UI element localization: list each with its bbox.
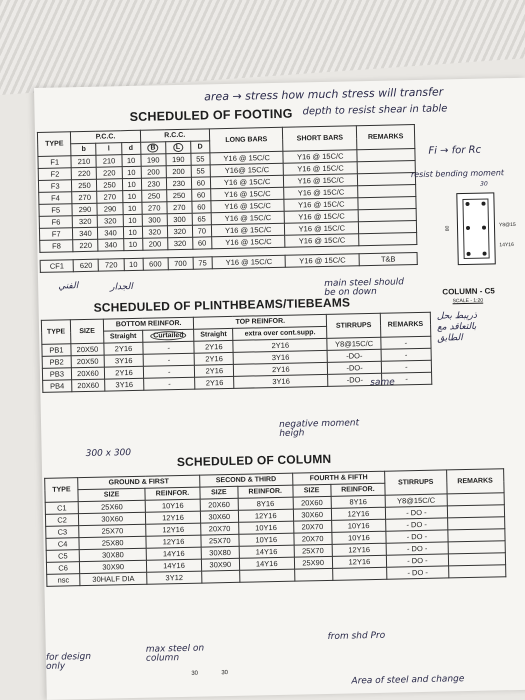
table-cell: -DO-	[328, 361, 382, 374]
table-cell: 12Y16	[332, 543, 387, 556]
table-cell: 25X60	[78, 500, 145, 513]
table-cell: C1	[45, 502, 78, 515]
table-cell: 25X70	[201, 534, 239, 547]
table-cell: - DO -	[386, 518, 447, 531]
table-cell: F2	[38, 168, 72, 181]
table-cell: 30X90	[80, 560, 147, 573]
table-cell: F7	[39, 228, 73, 241]
table-cell: 2Y16	[194, 352, 233, 365]
col-short-bars: SHORT BARS	[283, 126, 357, 152]
table-cell: Y16@ 15C/C	[210, 163, 284, 177]
table-cell: 220	[97, 167, 122, 180]
note-arabic-2: الجدار	[110, 281, 133, 293]
table-cell: Y16 @ 15C/C	[212, 235, 286, 249]
table-cell: 14Y16	[239, 557, 294, 570]
table-cell: 75	[193, 257, 212, 269]
table-cell: 14Y16	[146, 547, 201, 560]
pl-col-extra: extra over cont.supp.	[233, 326, 327, 340]
table-cell: 12Y16	[146, 535, 201, 548]
table-cell: - DO -	[387, 566, 448, 579]
table-cell: 190	[141, 154, 166, 167]
table-cell: 270	[167, 201, 192, 214]
table-cell: -	[143, 365, 195, 378]
table-cell: 60	[192, 201, 211, 213]
pl-col-stirrups: STIRRUPS	[327, 313, 381, 338]
table-cell: 10	[123, 214, 142, 226]
pl-col-bottom: BOTTOM REINFOR.	[103, 317, 194, 331]
table-cell: 60	[191, 177, 210, 189]
table-cell: 200	[142, 238, 167, 251]
table-cell: Y16 @ 15C/C	[284, 186, 358, 200]
table-cell: 12Y16	[146, 511, 201, 524]
table-cell: Y16 @ 15C/C	[283, 150, 357, 164]
pl-col-top: TOP REINFOR.	[194, 314, 327, 329]
table-cell: 3Y12	[147, 571, 202, 584]
table-cell: C6	[46, 562, 79, 575]
table-cell: Y16 @ 15C/C	[284, 198, 358, 212]
table-cell: 10	[123, 226, 142, 238]
table-cell: Y16 @ 15C/C	[210, 175, 284, 189]
footing-table	[37, 124, 418, 273]
column-c5-scale: SCALE - 1:20	[452, 297, 484, 305]
table-cell: 2Y16	[104, 342, 143, 355]
table-cell: 20X50	[71, 355, 104, 368]
col-long-bars: LONG BARS	[209, 127, 283, 153]
cl-col-remarks: REMARKS	[446, 469, 504, 494]
col-D: D	[190, 141, 209, 153]
table-cell: 25X70	[79, 524, 146, 537]
table-cell: 210	[96, 155, 121, 168]
cl-col-size-2: SIZE	[200, 486, 238, 499]
table-cell	[239, 569, 294, 582]
table-cell: Y16 @ 15C/C	[286, 254, 360, 268]
cl-col-second: SECOND & THIRD	[199, 473, 292, 487]
col-rcc: R.C.C.	[140, 129, 210, 142]
note-main-steel: main steel should be on down	[324, 277, 405, 298]
column-bar-label-2: 14Y16	[499, 241, 514, 249]
table-cell: 270	[72, 191, 97, 204]
table-cell: T&B	[359, 253, 417, 266]
col-b: b	[71, 143, 96, 156]
cl-col-reinfor-3: REINFOR.	[330, 483, 385, 496]
table-cell: F8	[40, 240, 74, 253]
pl-col-straight: Straight	[104, 330, 143, 343]
table-cell: 30X60	[79, 512, 146, 525]
note-30a: 30	[480, 180, 488, 188]
table-cell: 3Y16	[104, 354, 143, 367]
table-cell	[448, 565, 506, 578]
footing-title: SCHEDULED OF FOOTING	[129, 106, 293, 125]
table-cell: 210	[71, 155, 96, 168]
cl-col-size-3: SIZE	[293, 484, 331, 497]
table-cell: 14Y16	[147, 559, 202, 572]
table-cell: 10	[122, 178, 141, 190]
column-title: SCHEDULED OF COLUMN	[176, 451, 332, 470]
table-cell: -	[381, 372, 431, 385]
table-cell: 3Y16	[234, 374, 328, 388]
table-cell: 30X60	[293, 508, 331, 521]
table-cell: F1	[38, 156, 72, 169]
table-cell: 20X70	[200, 522, 238, 535]
table-cell: -	[381, 360, 431, 373]
table-cell: Y16 @ 15C/C	[285, 210, 359, 224]
table-cell: 320	[98, 215, 123, 228]
table-cell: C5	[46, 550, 79, 563]
table-cell: 320	[167, 225, 192, 238]
note-negative-moment: negative moment heigh	[279, 418, 360, 439]
table-cell: 10Y16	[145, 499, 200, 512]
table-cell: 10	[124, 258, 143, 270]
table-cell: 14Y16	[239, 545, 294, 558]
note-area-stress: area → stress how much stress will transfer	[204, 85, 444, 104]
table-cell: PB1	[42, 344, 71, 357]
pl-col-straight-2: Straight	[194, 328, 233, 341]
table-cell: 20X70	[294, 532, 332, 545]
table-cell	[294, 568, 332, 581]
table-cell: 2Y16	[104, 366, 143, 379]
table-cell: 300	[142, 214, 167, 227]
table-cell: 340	[73, 227, 98, 240]
cl-col-ground: GROUND & FIRST	[78, 475, 200, 490]
table-cell: 320	[167, 237, 192, 250]
table-cell: 230	[141, 178, 166, 191]
table-cell: 720	[99, 259, 124, 272]
pl-col-type: TYPE	[41, 320, 70, 345]
table-cell: - DO -	[387, 554, 448, 567]
table-cell: 250	[166, 189, 191, 202]
table-cell: 12Y16	[146, 523, 201, 536]
table-cell: 55	[191, 153, 210, 165]
table-cell: 25X80	[79, 536, 146, 549]
table-cell: 20X60	[200, 498, 238, 511]
table-cell: 20X50	[71, 343, 104, 356]
table-cell: 10	[123, 238, 142, 250]
column-bar-label: Y8@15	[498, 221, 516, 229]
document-sheet	[34, 78, 525, 700]
table-cell: 230	[166, 177, 191, 190]
table-cell: 55	[191, 165, 210, 177]
column-section-sketch	[456, 192, 495, 265]
table-cell: 600	[143, 258, 168, 271]
col-d: d	[121, 142, 140, 154]
table-cell: 60	[191, 189, 210, 201]
table-cell: 200	[166, 165, 191, 178]
table-cell: 320	[73, 215, 98, 228]
table-cell: F5	[39, 204, 73, 217]
table-cell: 290	[97, 203, 122, 216]
table-cell: 12Y16	[238, 509, 293, 522]
table-cell: 70	[192, 225, 211, 237]
pl-col-curtailed: Curtailed	[143, 329, 195, 342]
note-arabic-right: ذريبط بحل بالتعاقد مع الطابق	[436, 310, 478, 344]
table-cell: 270	[142, 202, 167, 215]
plinth-title: SCHEDULED OF PLINTHBEAMS/TIEBEAMS	[93, 295, 351, 315]
table-cell: Y8@15C/C	[385, 494, 446, 507]
table-cell: 620	[73, 259, 98, 272]
note-arabic-1: الفني	[58, 281, 79, 292]
cl-col-stirrups: STIRRUPS	[385, 470, 447, 495]
table-cell: 2Y16	[233, 338, 327, 352]
table-cell: 10	[122, 166, 141, 178]
table-cell: Y16 @ 15C/C	[211, 199, 285, 213]
table-cell: -	[143, 341, 195, 354]
table-cell: 3Y16	[105, 378, 144, 391]
table-cell: 20X60	[293, 496, 331, 509]
column-table	[44, 468, 506, 587]
cl-col-type: TYPE	[45, 478, 79, 503]
table-cell: 300	[167, 213, 192, 226]
table-cell	[332, 567, 387, 580]
note-30b: 30	[191, 670, 199, 677]
table-cell: 12Y16	[331, 507, 386, 520]
table-cell: Y16 @ 15C/C	[284, 162, 358, 176]
table-cell: Y16 @ 15C/C	[211, 187, 285, 201]
cl-col-reinfor-2: REINFOR.	[238, 485, 293, 498]
table-cell: -	[381, 348, 431, 361]
note-size-300: 300 x 300	[85, 448, 132, 459]
table-cell: C3	[46, 526, 79, 539]
table-cell: 320	[142, 226, 167, 239]
table-cell: 30X60	[200, 510, 238, 523]
table-cell: 190	[166, 153, 191, 166]
table-cell: -	[143, 353, 195, 366]
table-cell: PB3	[42, 368, 71, 381]
table-cell: 340	[98, 227, 123, 240]
pl-col-remarks: REMARKS	[380, 312, 431, 337]
table-cell: 2Y16	[195, 364, 234, 377]
table-cell: 25X90	[294, 556, 332, 569]
cl-col-reinfor-1: REINFOR.	[145, 487, 200, 500]
col-type: TYPE	[37, 132, 71, 157]
table-cell: 20X60	[71, 367, 104, 380]
note-same: same	[370, 377, 395, 389]
table-cell: C2	[45, 514, 78, 527]
table-cell: 60	[192, 237, 211, 249]
table-cell: 12Y16	[332, 555, 387, 568]
table-cell: 340	[98, 239, 123, 252]
table-cell: -DO-	[328, 373, 382, 386]
table-cell: -	[144, 377, 196, 390]
table-cell: 30HALF DIA	[80, 572, 147, 585]
table-cell: 200	[141, 166, 166, 179]
note-area-change: Area of steel and change	[351, 674, 465, 687]
table-cell: 2Y16	[195, 376, 234, 389]
table-cell: 250	[72, 179, 97, 192]
column-c5-title: COLUMN - C5	[442, 286, 495, 297]
table-cell: - DO -	[386, 506, 447, 519]
table-cell: nsc	[47, 574, 80, 587]
table-cell: 220	[72, 167, 97, 180]
table-cell: -	[381, 336, 431, 349]
table-cell: CF1	[40, 260, 74, 273]
table-cell: - DO -	[386, 530, 447, 543]
table-cell: 10	[122, 202, 141, 214]
table-cell: F4	[39, 192, 73, 205]
note-depth: depth to resist shear in table	[302, 103, 448, 118]
table-cell	[201, 570, 239, 583]
table-cell: PB2	[42, 356, 71, 369]
col-L: L	[165, 141, 190, 154]
table-cell: 10Y16	[239, 533, 294, 546]
note-from-pro: from shd Pro	[327, 630, 386, 642]
table-cell: Y16 @ 15C/C	[210, 151, 284, 165]
table-cell: Y8@15C/C	[327, 337, 381, 350]
col-remarks: REMARKS	[356, 125, 414, 150]
table-cell: 30X90	[201, 558, 239, 571]
table-cell: 25X70	[294, 544, 332, 557]
table-cell: 65	[192, 213, 211, 225]
table-cell: Y16 @ 15C/C	[284, 174, 358, 188]
note-30c: 30	[221, 670, 229, 677]
table-cell: F3	[38, 180, 72, 193]
table-cell: Y16 @ 15C/C	[285, 234, 359, 248]
table-cell: Y16 @ 15C/C	[285, 222, 359, 236]
table-cell: 270	[97, 191, 122, 204]
table-cell: 250	[97, 179, 122, 192]
table-cell: 290	[72, 203, 97, 216]
table-cell: Y16 @ 15C/C	[211, 211, 285, 225]
table-cell: 20X60	[72, 379, 105, 392]
table-cell: 30X80	[201, 546, 239, 559]
table-cell: PB4	[43, 380, 72, 393]
table-cell: 700	[168, 257, 193, 270]
col-pcc: P.C.C.	[71, 130, 141, 143]
col-l: l	[96, 143, 121, 156]
table-cell: 8Y16	[238, 497, 293, 510]
note-bending: resist bending moment	[410, 168, 505, 180]
table-cell: 10	[122, 190, 141, 202]
note-fi: Fi → for Rc	[428, 144, 482, 157]
col-B: B	[140, 142, 165, 155]
cl-col-size-1: SIZE	[78, 488, 145, 501]
table-cell: -DO-	[327, 349, 381, 362]
table-cell: 3Y16	[233, 350, 327, 364]
column-dim: 80	[444, 225, 451, 232]
table-cell: 8Y16	[331, 495, 386, 508]
table-cell: 2Y16	[234, 362, 328, 376]
table-cell: 250	[141, 190, 166, 203]
table-cell: 10Y16	[238, 521, 293, 534]
table-cell: 20X70	[293, 520, 331, 533]
table-cell: 10	[121, 154, 140, 166]
table-cell: Y16 @ 15C/C	[212, 255, 286, 269]
table-cell: F6	[39, 216, 73, 229]
table-cell: Y16 @ 15C/C	[211, 223, 285, 237]
table-cell: 220	[73, 239, 98, 252]
table-cell: C4	[46, 538, 79, 551]
note-max-steel: max steel on column	[145, 643, 205, 664]
table-cell: - DO -	[386, 542, 447, 555]
table-cell: 30X80	[79, 548, 146, 561]
cl-col-fourth: FOURTH & FIFTH	[292, 471, 385, 485]
table-cell: 2Y16	[194, 340, 233, 353]
table-cell: 10Y16	[331, 531, 386, 544]
pl-col-size: SIZE	[70, 319, 104, 344]
table-cell: 10Y16	[331, 519, 386, 532]
note-for-design: for design only	[45, 651, 92, 672]
